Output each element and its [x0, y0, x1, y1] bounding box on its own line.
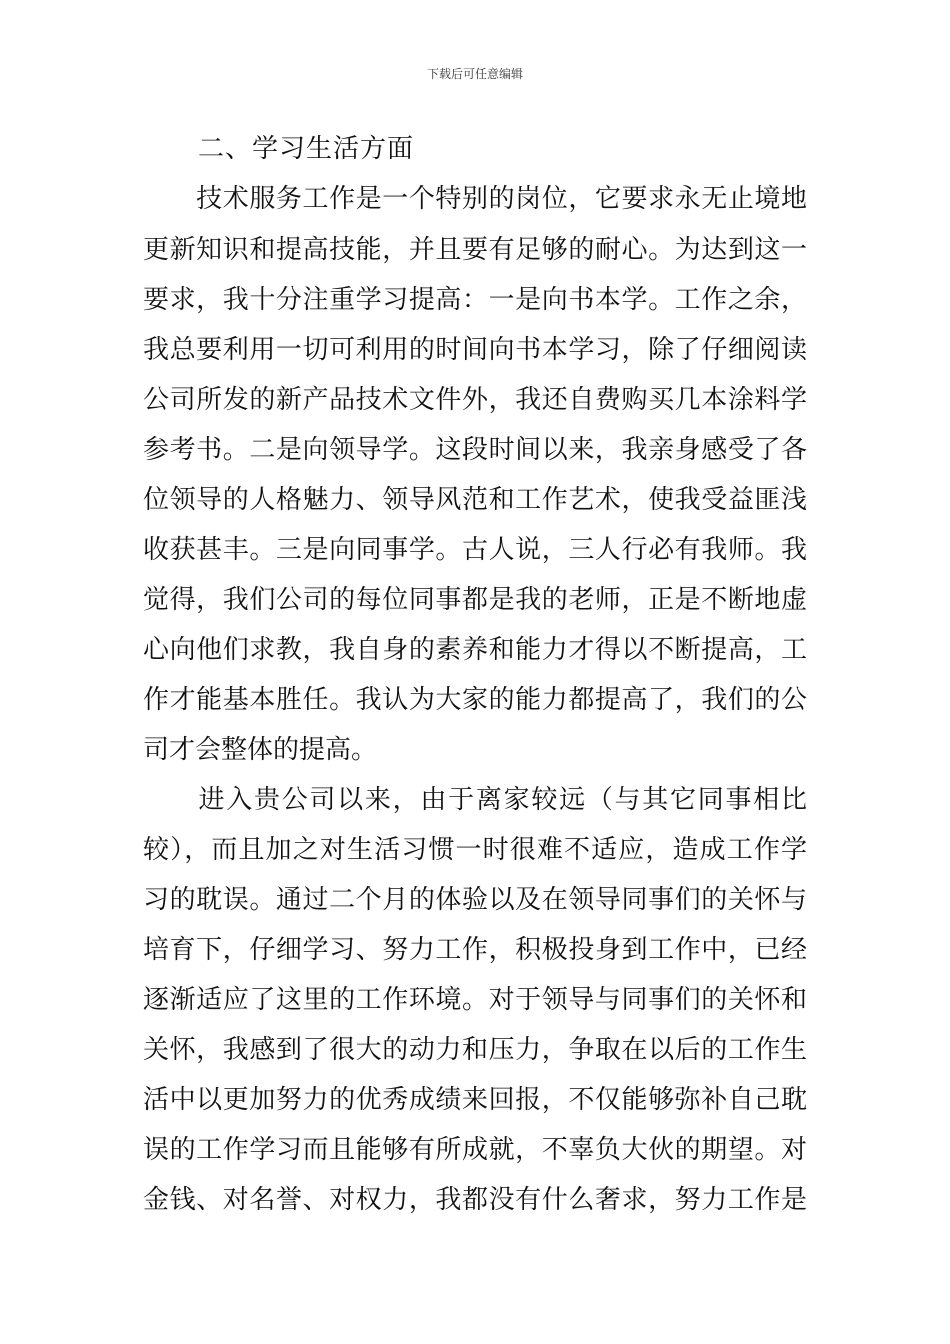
paragraph-line: 进入贵公司以来，由于离家较远（与其它同事相比: [143, 785, 807, 815]
paragraph-line: 心向他们求教，我自身的素养和能力才得以不断提高，工: [143, 635, 807, 665]
paragraph-line: 要求，我十分注重学习提高：一是向书本学。工作之余，: [143, 285, 807, 315]
paragraph-line: 金钱、对名誉、对权力，我都没有什么奢求，努力工作是: [143, 1185, 807, 1215]
paragraph-line: 活中以更加努力的优秀成绩来回报，不仅能够弥补自己耽: [143, 1085, 807, 1115]
paragraph-line: 参考书。二是向领导学。这段时间以来，我亲身感受了各: [143, 435, 807, 465]
paragraph-line: 误的工作学习而且能够有所成就，不辜负大伙的期望。对: [143, 1135, 807, 1165]
paragraph-line: 我总要利用一切可利用的时间向书本学习，除了仔细阅读: [143, 335, 807, 365]
paragraph-line: 觉得，我们公司的每位同事都是我的老师，正是不断地虚: [143, 585, 807, 615]
paragraph-line: 作才能基本胜任。我认为大家的能力都提高了，我们的公: [143, 685, 807, 715]
paragraph-line: 技术服务工作是一个特别的岗位，它要求永无止境地: [143, 184, 807, 214]
page-header: 下载后可任意编辑: [426, 67, 523, 81]
paragraph-line: 习的耽误。通过二个月的体验以及在领导同事们的关怀与: [143, 885, 807, 915]
paragraph-line: 较），而且加之对生活习惯一时很难不适应，造成工作学: [143, 835, 807, 865]
section-heading: 二、学习生活方面: [198, 134, 415, 164]
paragraph-line: 更新知识和提高技能，并且要有足够的耐心。为达到这一: [143, 235, 807, 265]
paragraph-line: 逐渐适应了这里的工作环境。对于领导与同事们的关怀和: [143, 985, 807, 1015]
paragraph-line: 培育下，仔细学习、努力工作，积极投身到工作中，已经: [143, 935, 807, 965]
paragraph-line: 收获甚丰。三是向同事学。古人说，三人行必有我师。我: [143, 535, 807, 565]
paragraph-line: 公司所发的新产品技术文件外，我还自费购买几本涂料学: [143, 385, 807, 415]
paragraph-line: 司才会整体的提高。: [143, 735, 378, 765]
paragraph-line: 关怀，我感到了很大的动力和压力，争取在以后的工作生: [143, 1035, 807, 1065]
paragraph-line: 位领导的人格魅力、领导风范和工作艺术，使我受益匪浅: [143, 485, 807, 515]
